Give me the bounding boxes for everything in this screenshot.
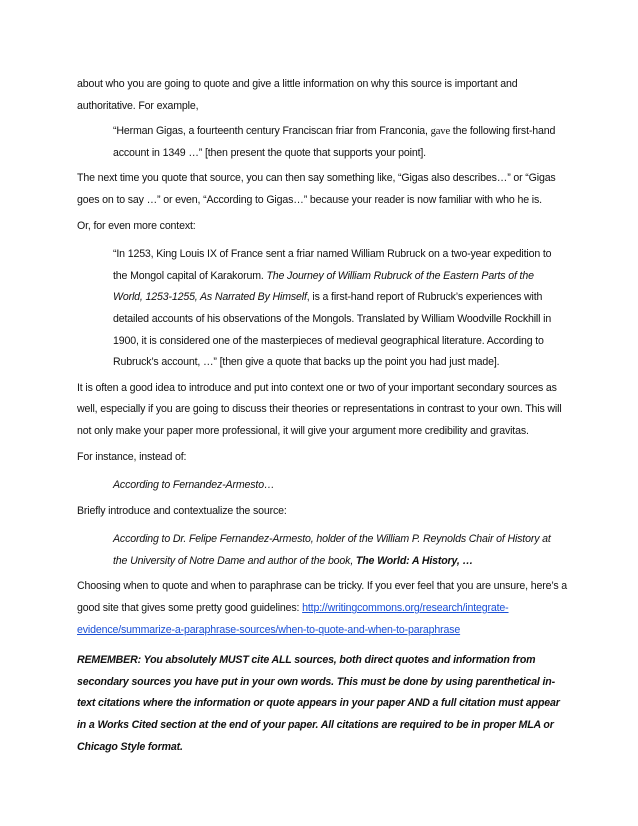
secondary-sources-paragraph: It is often a good idea to introduce and put into context one or two of your important secondary sources as well, especially if you are going to discuss their theories or representations in contrast to your own. This will not only make your paper more professional, it will give your argument more credibility and gravitas. bbox=[77, 381, 562, 437]
strong-attribution-example bbox=[77, 529, 568, 572]
gigas-quote-part-1: “Herman Gigas, a fourteenth century Franciscan friar from Franconia, bbox=[113, 125, 431, 138]
next-time-paragraph: The next time you quote that source, you can then say something like, “Gigas also describes…” or “Gigas goes on to say …” or even, “According to Gigas…” because your reader is now familiar with who he is. bbox=[77, 172, 556, 206]
rubruck-quote-part-1: “In 1253, King Louis IX of France sent a friar named William Rubruck on a two-year expedition to the Mongol capital of Karakorum. bbox=[113, 248, 552, 282]
writing-commons-link[interactable]: http://writingcommons.org/research/integrate-evidence/summarize-a-paraphrase-sources/when-to-quote-and-when-to-paraphrase bbox=[77, 602, 509, 636]
strong-attribution-text: According to Dr. Felipe Fernandez-Armesto, holder of the William P. Reynolds Chair of History at the University of Notre Dame and author of the book, bbox=[113, 533, 551, 567]
weak-attribution-example bbox=[77, 475, 568, 497]
quote-vs-paraphrase-text: Choosing when to quote and when to paraphrase can be tricky. If you ever feel that you are unsure, here’s a good site that gives some pretty good guidelines: bbox=[77, 580, 568, 615]
gigas-quote-part-2: the following first-hand account in 1349 …” [then present the quote that supports your point]. bbox=[113, 125, 556, 159]
remember-citation-notice: REMEMBER: You absolutely MUST cite ALL sources, both direct quotes and information from secondary sources you have put in your own words. This must be done by using parenthetical in-text citations where the information or quote appears in your paper AND a full citation must appear in a Works Cited section at the end of your paper. All citations are required to be in proper MLA or Chicago Style format. bbox=[77, 654, 560, 753]
weak-attribution-text: According to Fernandez-Armesto… bbox=[113, 479, 275, 492]
for-instance-paragraph: For instance, instead of: bbox=[77, 450, 187, 463]
rubruck-quote-part-2: , is a first-hand report of Rubruck’s experiences with detailed accounts of his observations of the Mongols. Translated by William Woodville Rockhill in 1900, it is considered one of the masterpieces of medieval geographical literature. According to Rubruck’s account, …” [then give a quote that backs up the point you had just made]. bbox=[113, 291, 552, 369]
intro-paragraph: about who you are going to quote and give a little information on why this source is important and authoritative. For example, bbox=[77, 78, 518, 112]
rubruck-quote-example bbox=[77, 244, 568, 374]
gigas-quote-example bbox=[77, 121, 568, 164]
more-context-paragraph: Or, for even more context: bbox=[77, 219, 196, 232]
gigas-quote-gave: gave bbox=[430, 126, 451, 138]
introduce-source-paragraph: Briefly introduce and contextualize the source: bbox=[77, 504, 287, 517]
world-history-book-title: The World: A History, … bbox=[355, 554, 473, 567]
quote-vs-paraphrase-paragraph bbox=[77, 576, 568, 641]
rubruck-book-title: The Journey of William Rubruck of the Eastern Parts of the World, 1253-1255, As Narrated By Himself bbox=[113, 269, 534, 304]
